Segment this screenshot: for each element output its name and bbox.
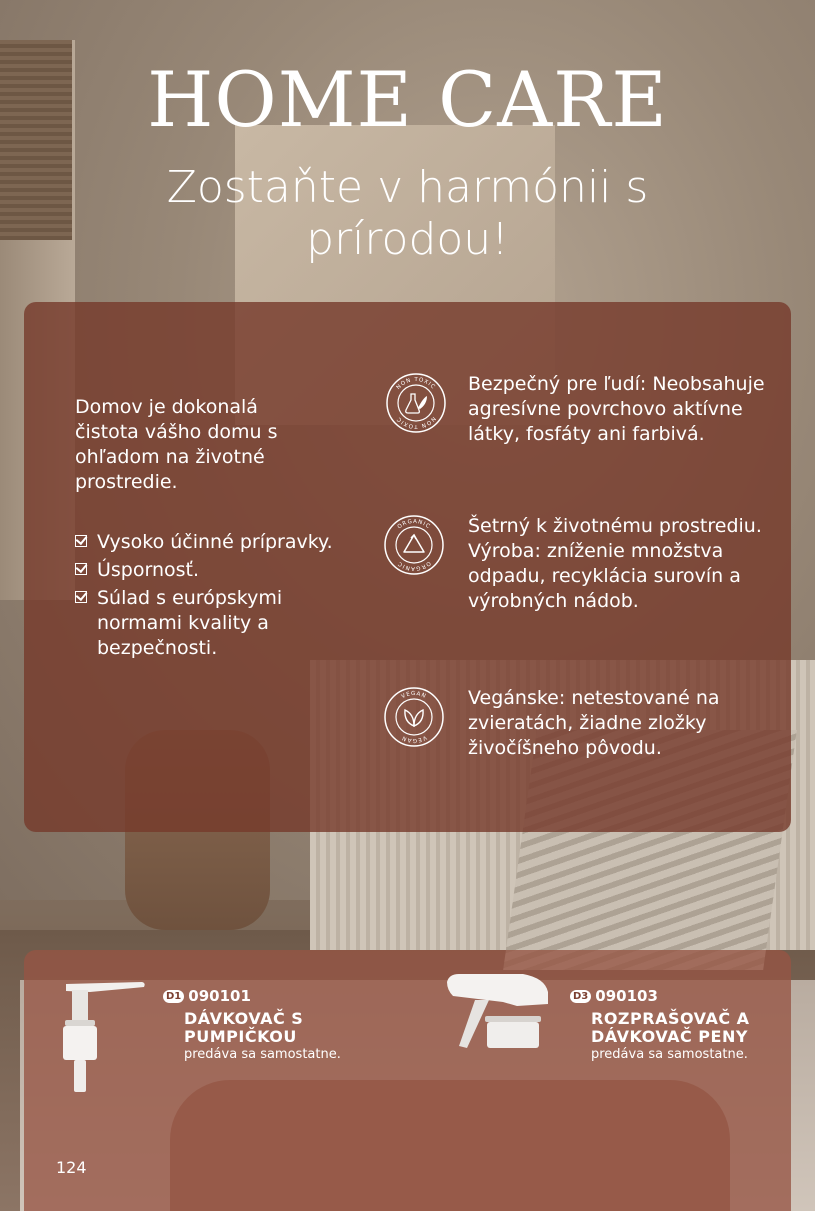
checkbox-icon bbox=[75, 535, 87, 547]
badge-ring-text: ORGANIC bbox=[396, 518, 432, 531]
product-name: ROZPRAŠOVAČ A DÁVKOVAČ PENY bbox=[591, 1009, 750, 1046]
checklist-item bbox=[75, 558, 335, 583]
feature-safe-for-people: Bezpečný pre ľudí: Neobsahuje agresívne povrchovo aktívne látky, fosfáty ani farbivá. bbox=[468, 373, 765, 445]
checkbox-icon bbox=[75, 563, 87, 575]
svg-text:ORGANIC bbox=[397, 519, 432, 530]
product-note: predáva sa samostatne. bbox=[184, 1047, 341, 1062]
organic-badge-icon bbox=[383, 514, 445, 576]
trigger-sprayer-image bbox=[445, 970, 555, 1052]
badge-ring-text: VEGAN bbox=[400, 733, 428, 744]
product-note: predáva sa samostatne. bbox=[591, 1047, 748, 1062]
page-number: 124 bbox=[56, 1158, 87, 1177]
checklist-item-label: Úspornosť. bbox=[97, 559, 200, 581]
product-tag: D3 bbox=[570, 990, 591, 1003]
pump-dispenser-image bbox=[60, 978, 150, 1096]
checklist-item bbox=[75, 586, 335, 661]
checklist-item-label: Súlad s európskymi normami kvality a bezpečnosti. bbox=[97, 587, 283, 659]
page-subtitle: Zostaňte v harmónii s prírodou! bbox=[166, 162, 649, 265]
badge-ring-text: NON TOXIC bbox=[395, 415, 437, 430]
badge-ring-text: NON TOXIC bbox=[395, 376, 437, 391]
checklist-item-label: Vysoko účinné prípravky. bbox=[97, 531, 333, 553]
product-code: D3 090103 bbox=[570, 987, 658, 1005]
non-toxic-badge-icon bbox=[385, 372, 447, 434]
product-name: DÁVKOVAČ S PUMPIČKOU bbox=[184, 1009, 304, 1046]
svg-text:NON TOXIC bbox=[396, 415, 437, 429]
product-code: D1 090101 bbox=[163, 987, 251, 1005]
svg-text:NON TOXIC bbox=[396, 377, 437, 391]
svg-text:ORGANIC bbox=[397, 560, 432, 571]
page-title: HOME CARE bbox=[147, 55, 668, 144]
badge-ring-text: ORGANIC bbox=[396, 559, 432, 572]
product-tag: D1 bbox=[163, 990, 184, 1003]
feature-vegan: Vegánske: netestované na zvieratách, žiadne zložky živočíšneho pôvodu. bbox=[468, 687, 720, 759]
feature-eco-friendly: Šetrný k životnému prostrediu. Výroba: zníženie množstva odpadu, recyklácia surovín a výrobných nádob. bbox=[468, 515, 762, 612]
checklist-item bbox=[75, 530, 335, 555]
checkbox-icon bbox=[75, 591, 87, 603]
benefit-checklist bbox=[75, 530, 335, 664]
vegan-badge-icon bbox=[383, 686, 445, 748]
badge-ring-text: VEGAN bbox=[400, 690, 428, 701]
intro-text: Domov je dokonalá čistota vášho domu s ohľadom na životné prostredie. bbox=[75, 396, 278, 493]
